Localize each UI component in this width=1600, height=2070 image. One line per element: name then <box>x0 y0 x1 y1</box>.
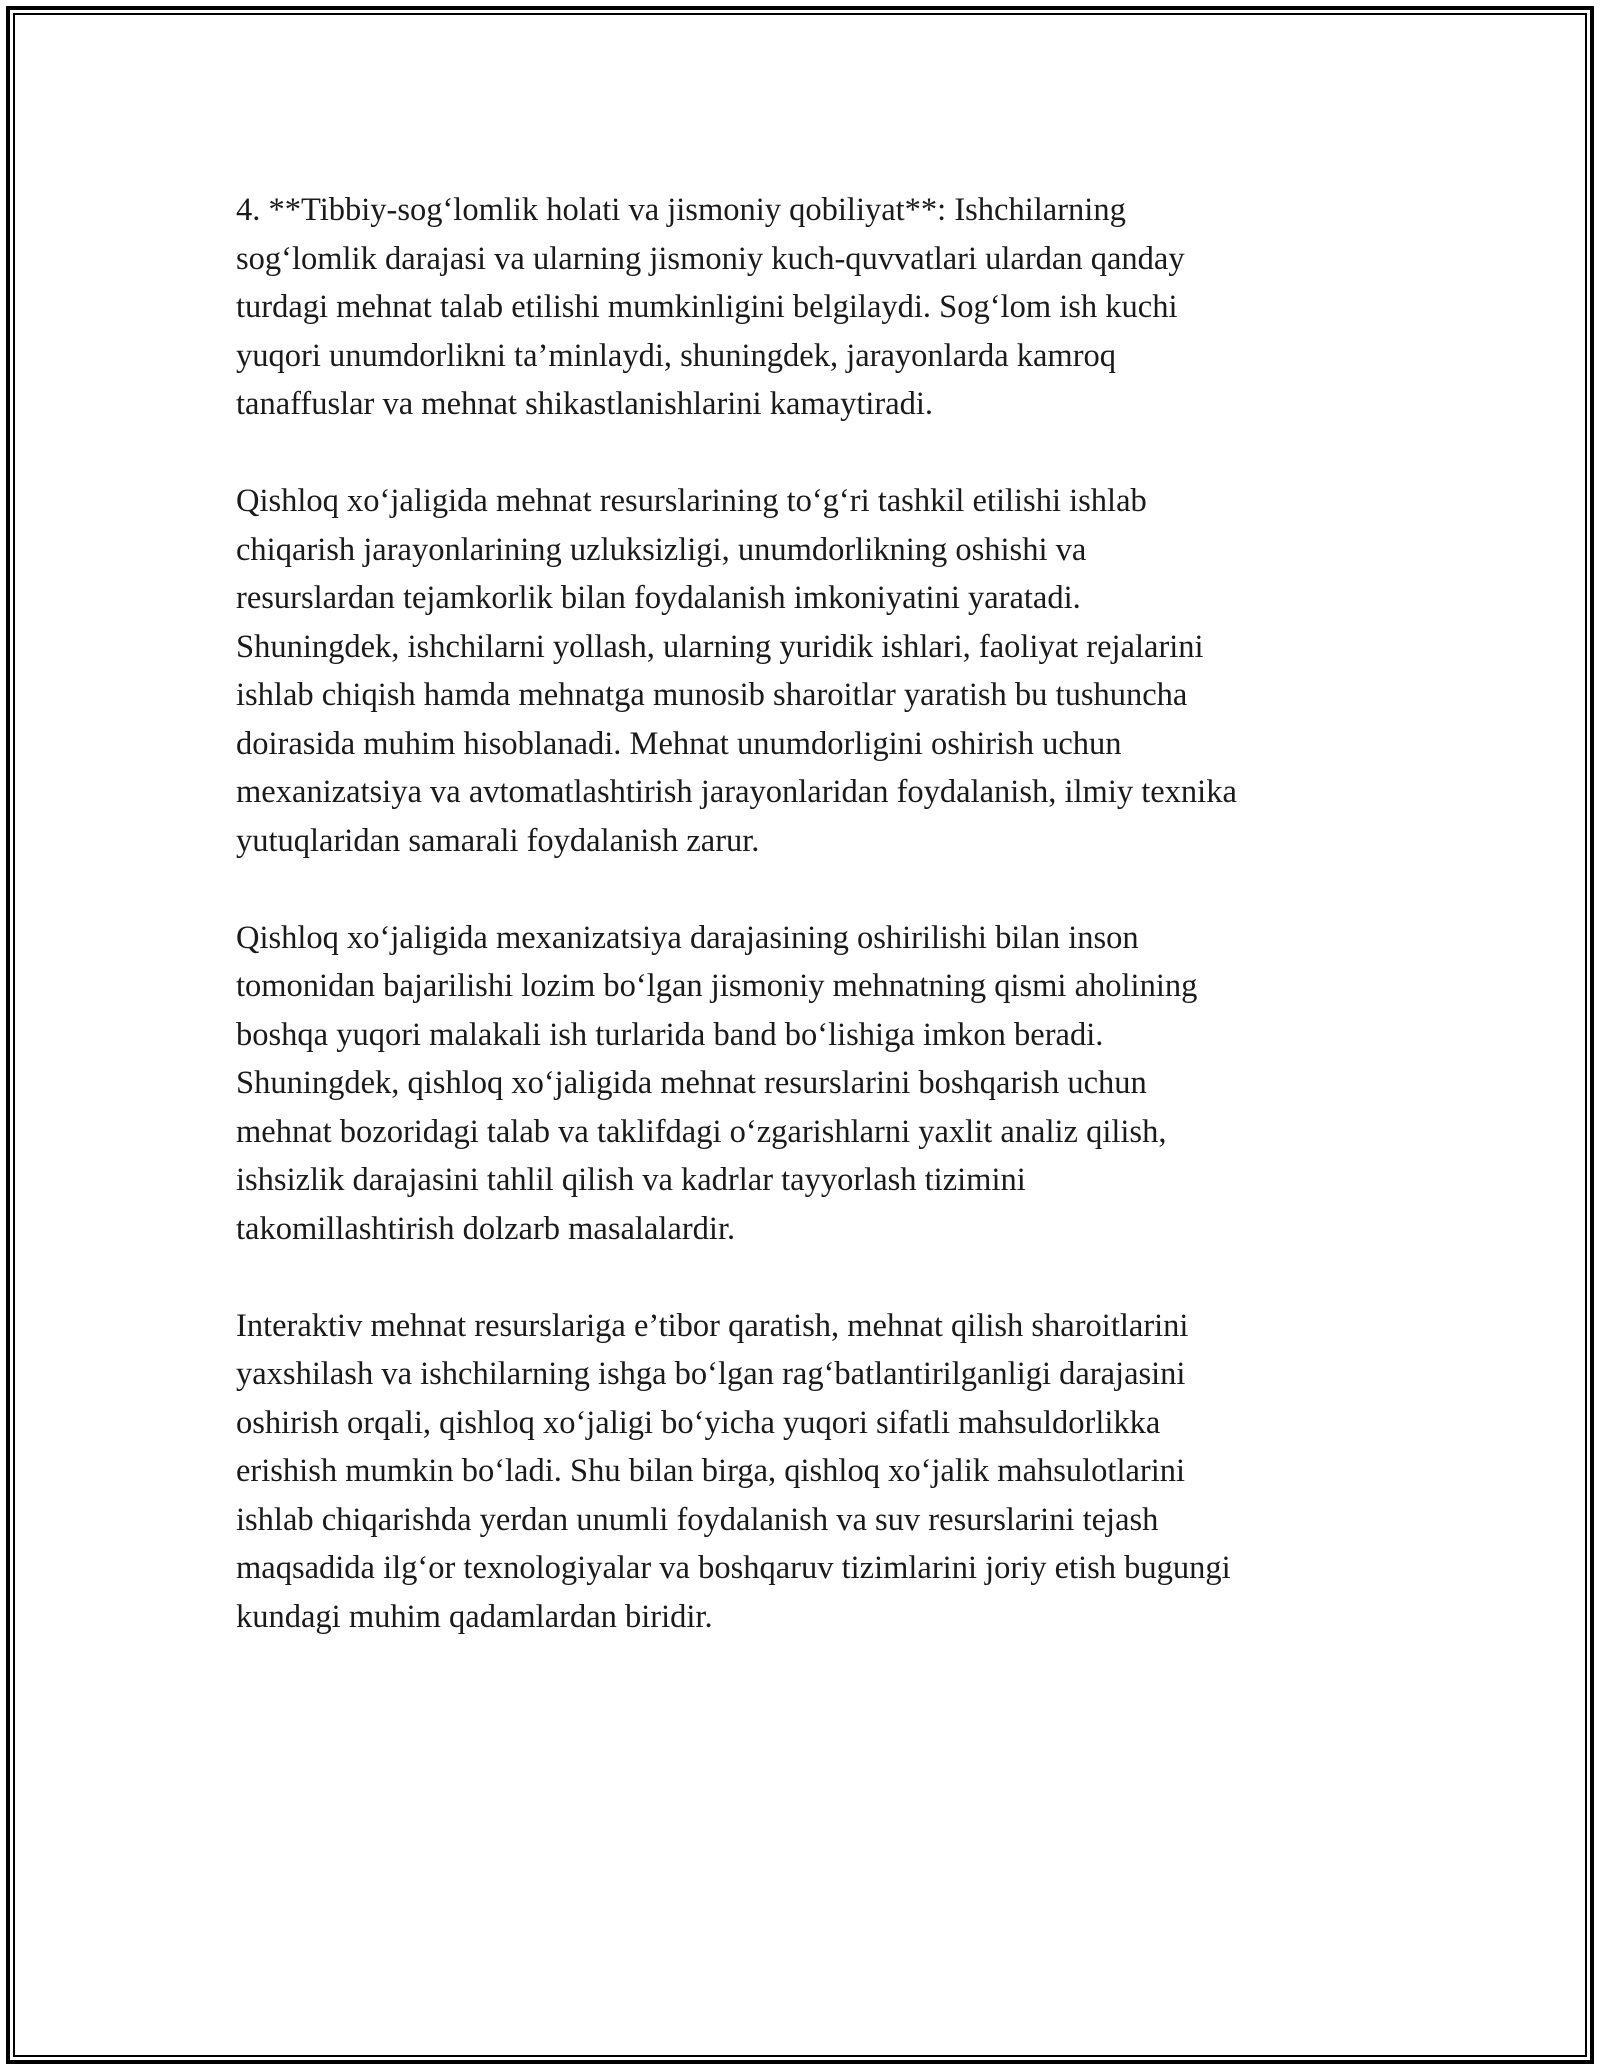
paragraph-labor-organization: Qishloq xo‘jaligida mehnat resurslarining to‘g‘ri tashkil etilishi ishlab chiqarish jarayonlarining uzluksizligi, unumdorlikning oshishi va resurslardan tejamkorlik bilan foydalanish imkoniyatini yaratadi. Shuningdek, ishchilarni yollash, ularning yuridik ishlari, faoliyat rejalarini ishlab chiqish hamda mehnatga munosib sharoitlar yaratish bu tushuncha doirasida muhim hisoblanadi. Mehnat unumdorligini oshirish uchun mexanizatsiya va avtomatlashtirish jarayonlaridan foydalanish, ilmiy texnika yutuqlaridan samarali foydalanish zarur. <box>236 483 1237 859</box>
paragraph-interactive-labor-resources: Interaktiv mehnat resurslariga e’tibor qaratish, mehnat qilish sharoitlarini yaxshilash va ishchilarning ishga bo‘lgan rag‘batlantirilganligi darajasini oshirish orqali, qishloq xo‘jaligi bo‘yicha yuqori sifatli mahsuldorlikka erishish mumkin bo‘ladi. Shu bilan birga, qishloq xo‘jalik mahsulotlarini ishlab chiqarishda yerdan unumli foydalanish va suv resurslarini tejash maqsadida ilg‘or texnologiyalar va boshqaruv tizimlarini joriy etish bugungi kundagi muhim qadamlardan biridir. <box>236 1307 1231 1635</box>
document-body <box>236 186 1386 1690</box>
paragraph-mechanization: Qishloq xo‘jaligida mexanizatsiya darajasining oshirilishi bilan inson tomonidan bajarilishi lozim bo‘lgan jismoniy mehnatning qismi aholining boshqa yuqori malakali ish turlarida band bo‘lishiga imkon beradi. Shuningdek, qishloq xo‘jaligida mehnat resurslarini boshqarish uchun mehnat bozoridagi talab va taklifdagi o‘zgarishlarni yaxlit analiz qilish, ishsizlik darajasini tahlil qilish va kadrlar tayyorlash tizimini takomillashtirish dolzarb masalalardir. <box>236 919 1198 1247</box>
paragraph-health-and-physical-ability: 4. **Tibbiy-sog‘lomlik holati va jismoniy qobiliyat**: Ishchilarning sog‘lomlik darajasi va ularning jismoniy kuch-quvvatlari ulardan qanday turdagi mehnat talab etilishi mumkinligini belgilaydi. Sog‘lom ish kuchi yuqori unumdorlikni ta’minlaydi, shuningdek, jarayonlarda kamroq tanaffuslar va mehnat shikastlanishlarini kamaytiradi. <box>236 192 1185 422</box>
